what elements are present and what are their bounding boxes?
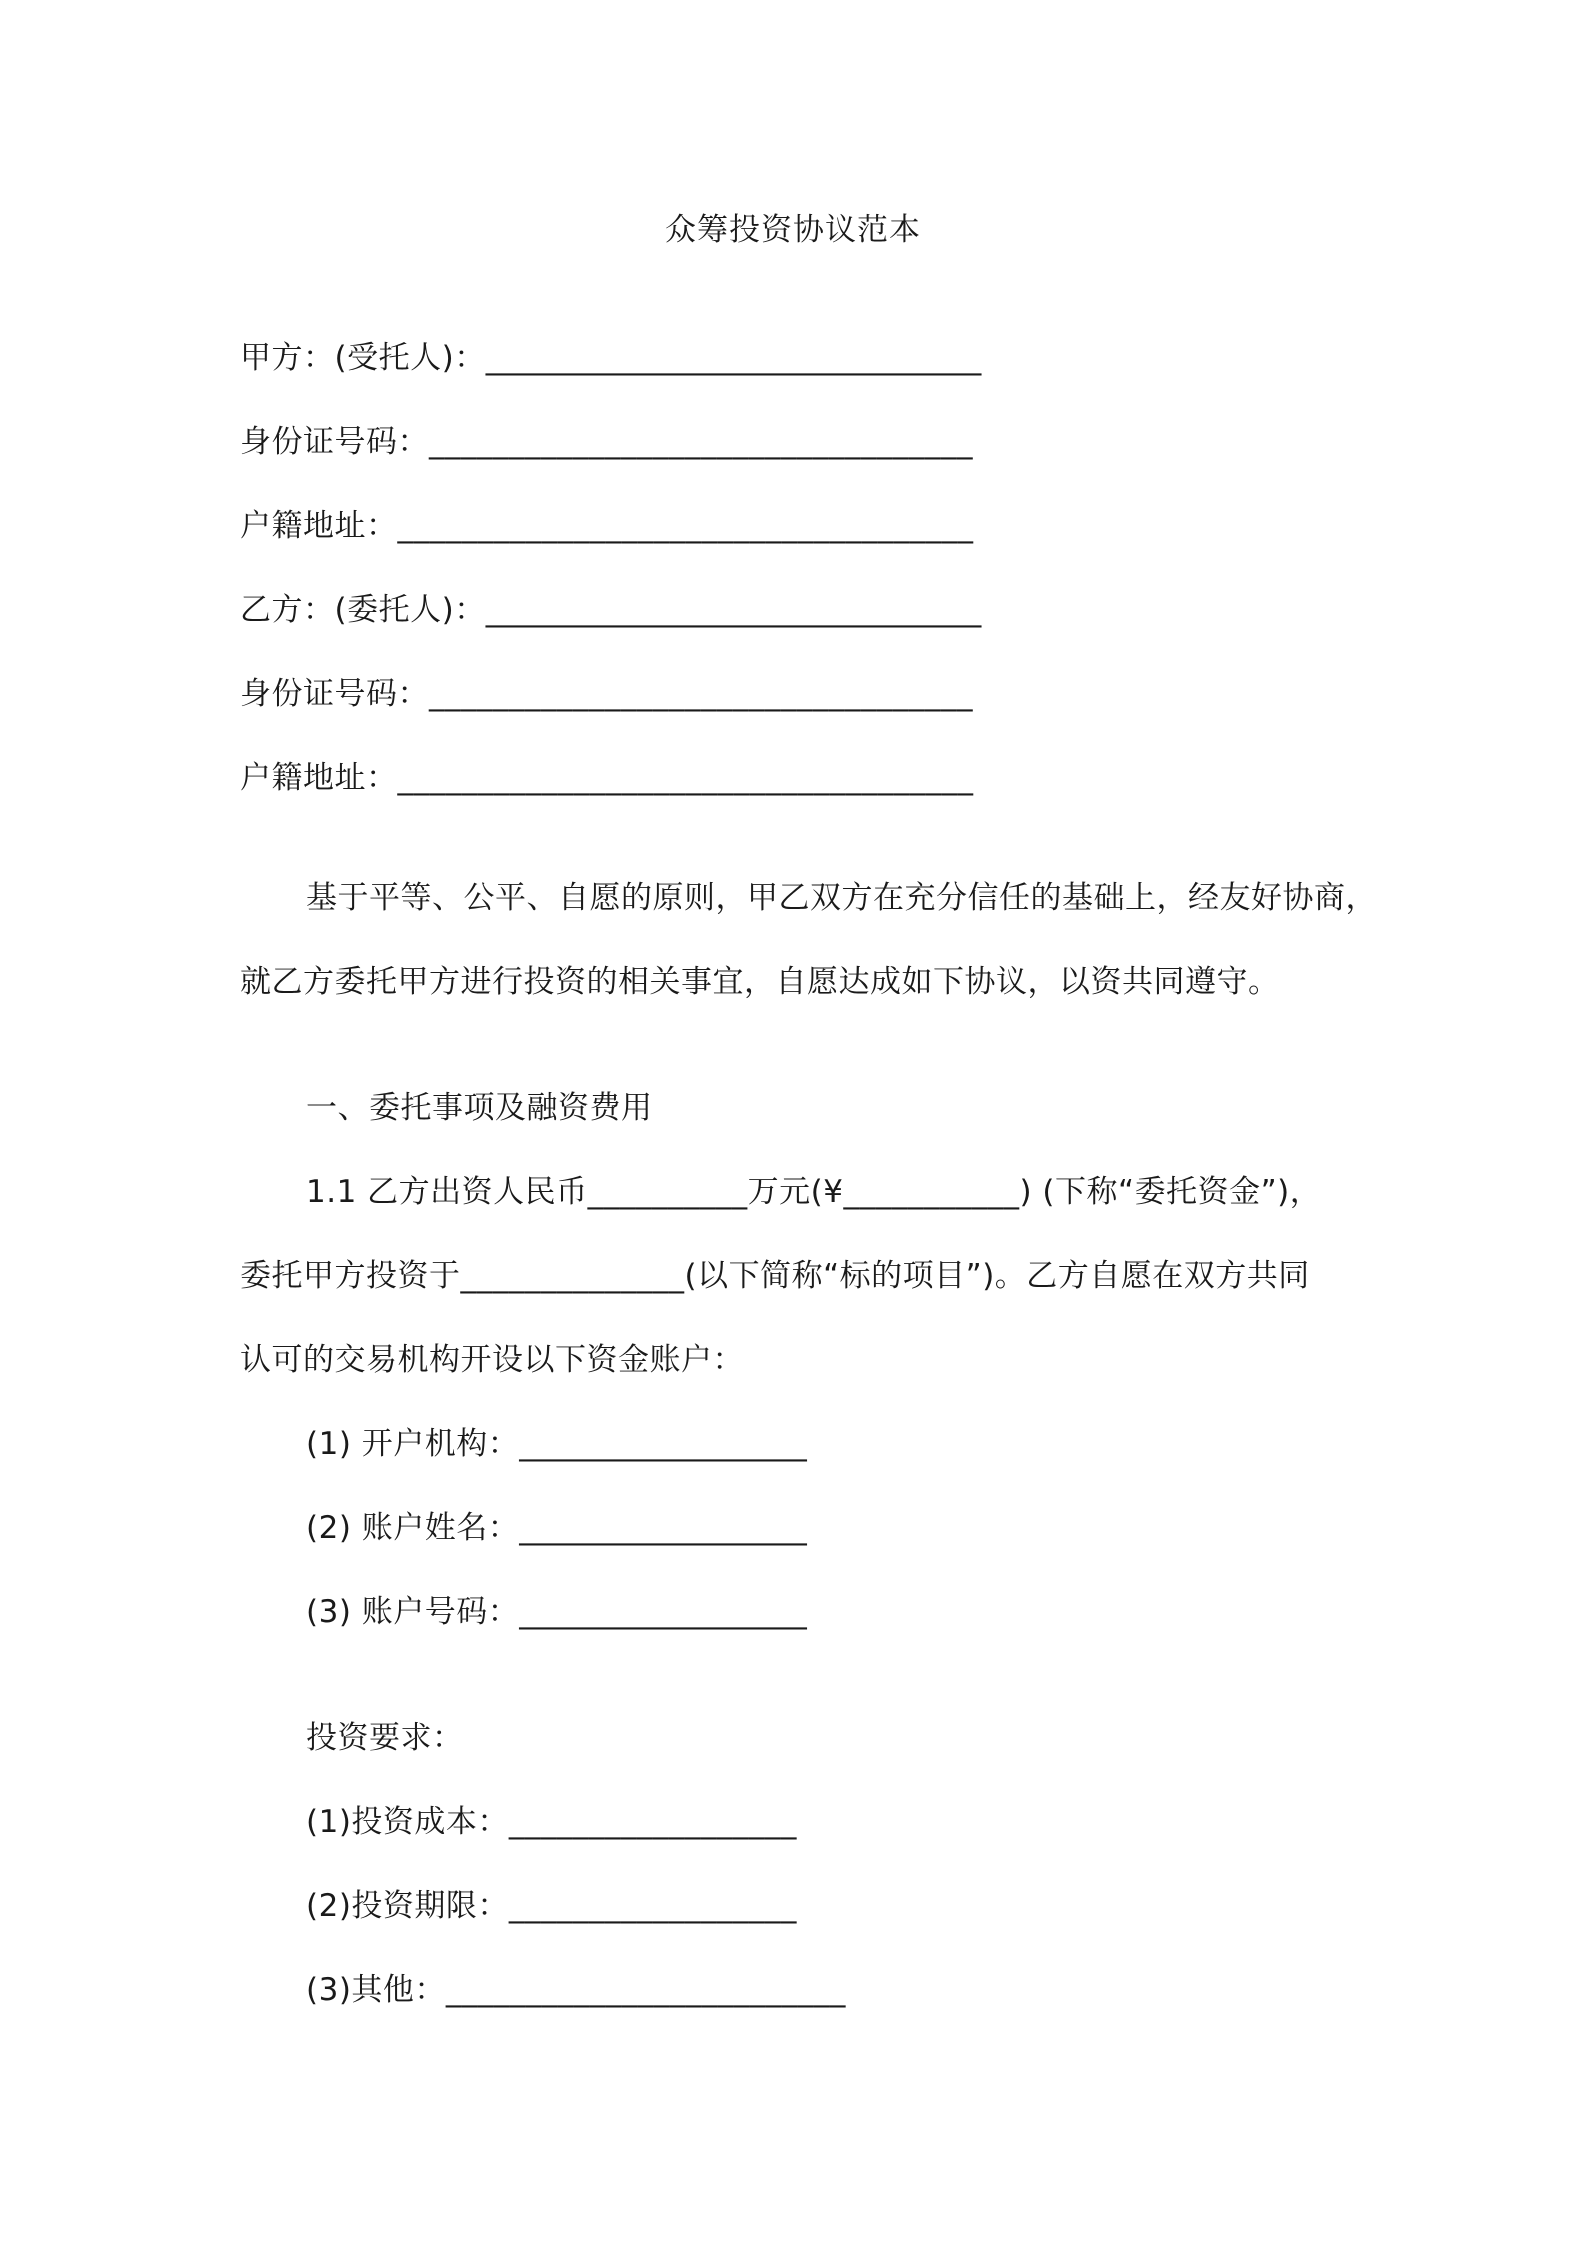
party-b-id-field[interactable]: 身份证号码：__________________________________	[240, 676, 973, 712]
document-title: 众筹投资协议范本	[665, 212, 921, 248]
clause-1-1-line-3: 认可的交易机构开设以下资金账户：	[240, 1342, 744, 1378]
investment-other-field[interactable]: (3)其他：_________________________	[306, 1972, 846, 2008]
clause-1-1-line-1: 1.1 乙方出资人民币__________万元(¥___________) (下称“委托资金”)，	[306, 1174, 1322, 1210]
clause-1-1-line-2: 委托甲方投资于______________(以下简称“标的项目”)。乙方自愿在双方共同	[240, 1258, 1310, 1294]
party-a-name-field[interactable]: 甲方：(受托人)：_______________________________	[240, 340, 982, 376]
account-name-field[interactable]: (2) 账户姓名：__________________	[306, 1510, 808, 1546]
party-a-address-field[interactable]: 户籍地址：____________________________________	[240, 508, 974, 544]
account-number-field[interactable]: (3) 账户号码：__________________	[306, 1594, 808, 1630]
investment-cost-field[interactable]: (1)投资成本：__________________	[306, 1804, 797, 1840]
preamble-line-2: 就乙方委托甲方进行投资的相关事宜，自愿达成如下协议，以资共同遵守。	[240, 964, 1280, 1000]
account-institution-field[interactable]: (1) 开户机构：__________________	[306, 1426, 808, 1462]
preamble-line-1: 基于平等、公平、自愿的原则，甲乙双方在充分信任的基础上，经友好协商，	[306, 880, 1377, 916]
party-b-name-field[interactable]: 乙方：(委托人)：_______________________________	[240, 592, 982, 628]
investment-period-field[interactable]: (2)投资期限：__________________	[306, 1888, 797, 1924]
party-a-id-field[interactable]: 身份证号码：__________________________________	[240, 424, 973, 460]
party-b-address-field[interactable]: 户籍地址：____________________________________	[240, 760, 974, 796]
section-1-heading: 一、委托事项及融资费用	[306, 1090, 653, 1126]
investment-requirements-heading: 投资要求：	[306, 1720, 464, 1756]
